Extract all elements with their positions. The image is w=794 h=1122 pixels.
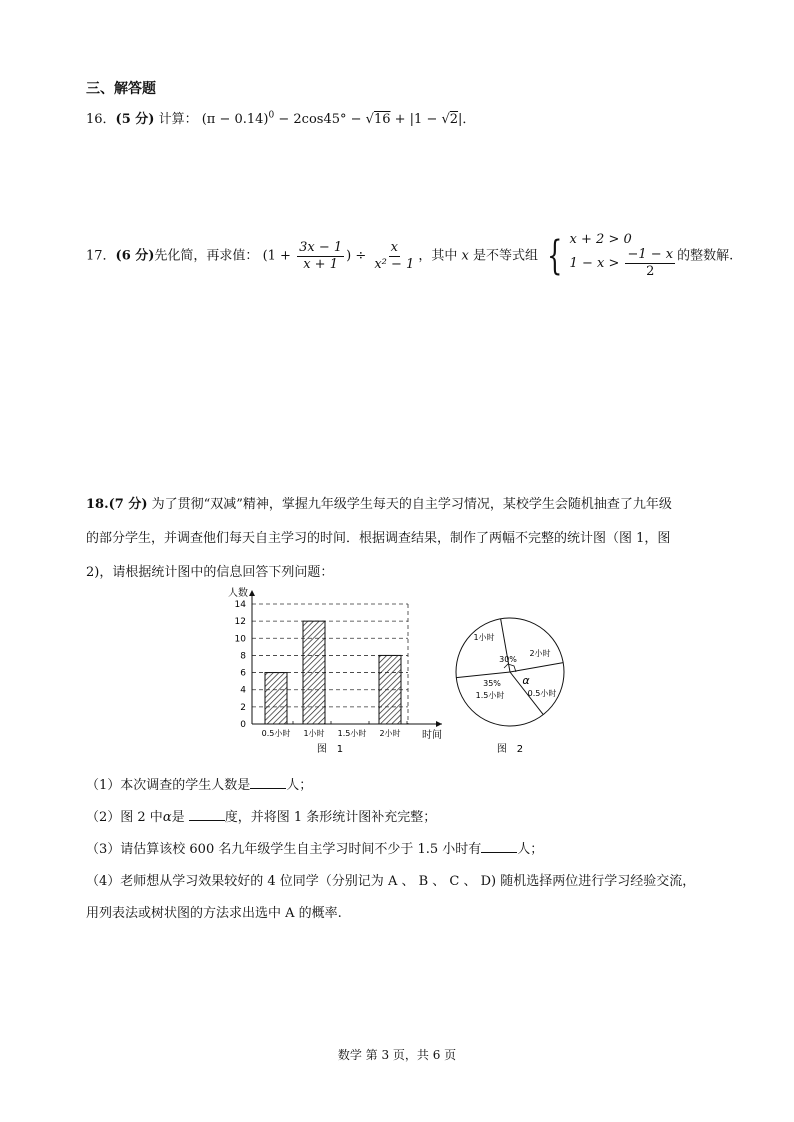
- pie-label: 2小时: [529, 649, 551, 658]
- sqrt-sign: √: [441, 112, 450, 127]
- pie-label: 0.5小时: [527, 689, 557, 698]
- pie-chart: [456, 618, 564, 755]
- q16-points: (5 分): [115, 112, 155, 127]
- pie-label: 35%: [483, 679, 501, 688]
- y-axis-label: 人数: [228, 588, 248, 599]
- y-tick-label: 12: [234, 617, 246, 628]
- question-17: [86, 232, 733, 280]
- pie-label: 1小时: [473, 633, 495, 642]
- statistics-figures: [220, 584, 580, 760]
- q16-sqrt-16: 16: [373, 112, 391, 127]
- question-18: [86, 488, 726, 590]
- q17-inequality-system: [542, 232, 677, 280]
- answer-blank[interactable]: [189, 808, 225, 821]
- q18-line-3: 2)，请根据统计图中的信息回答下列问题：: [86, 565, 334, 580]
- q17-prompt: 先化简，再求值：: [154, 248, 259, 264]
- x-tick-label: 1.5小时: [337, 729, 367, 738]
- pie-label: 1.5小时: [475, 691, 505, 700]
- q16-expr-1-sup: 0: [268, 110, 275, 121]
- pie-slice-boundary: [510, 663, 563, 672]
- section-title: 三、解答题: [86, 81, 156, 97]
- bar: [379, 655, 401, 724]
- q17-frac2-num: x: [390, 239, 398, 255]
- q18-line-2: 的部分学生，并调查他们每天自主学习的时间．根据调查结果，制作了两幅不完整的统计图（图 1，图: [86, 531, 671, 546]
- q17-frac2-den: x² − 1: [374, 256, 415, 272]
- q16-expr-2: − 2cos45° −: [274, 112, 366, 127]
- y-tick-label: 0: [240, 720, 246, 730]
- x-axis-label: 时间: [422, 730, 442, 741]
- q18-sub3-tail: 人；: [517, 842, 544, 857]
- q16-prompt: 计算：: [158, 112, 198, 127]
- y-tick-label: 4: [240, 685, 246, 696]
- q16-expr-4: |．: [458, 112, 476, 127]
- answer-blank[interactable]: [481, 840, 517, 853]
- pie-label: α: [522, 674, 530, 687]
- q17-fraction-1: [297, 240, 344, 273]
- bar: [265, 673, 287, 724]
- q18-number: 18.: [86, 497, 109, 512]
- q18-sub-3: [86, 838, 543, 857]
- q18-sub2-is: 是: [171, 810, 189, 825]
- q17-ineq-2-frac: [625, 247, 675, 280]
- q18-sub-4-line-2: 用列表法或树状图的方法求出选中 A 的概率.: [86, 906, 342, 921]
- pie-slice-boundary: [456, 672, 510, 678]
- y-tick-label: 6: [240, 668, 246, 679]
- q18-sub3-text: （3）请估算该校 600 名九年级学生自主学习时间不少于 1.5 小时有: [86, 842, 482, 857]
- q17-open: (1 +: [262, 248, 296, 264]
- pie-chart-title: 图 2: [496, 744, 524, 755]
- q18-sub-4-line-1: （4）老师想从学习效果较好的 4 位同学（分别记为 A 、 B 、 C 、 D) 随机选择两位进行学习经验交流，: [86, 874, 696, 889]
- x-tick-label: 0.5小时: [261, 729, 291, 738]
- q17-ineq-2-left: 1 − x >: [569, 256, 624, 271]
- answer-blank[interactable]: [250, 776, 286, 789]
- q17-ineq-1: x + 2 > 0: [569, 232, 632, 247]
- brace-icon: {: [547, 233, 563, 279]
- q17-ineq2-den: 2: [646, 264, 655, 279]
- q17-ineq2-num: −1 − x: [627, 247, 674, 262]
- x-tick-label: 1小时: [303, 729, 325, 738]
- y-tick-label: 2: [240, 702, 246, 713]
- y-tick-label: 10: [234, 634, 246, 645]
- q18-sub1-tail: 人；: [286, 778, 313, 793]
- y-tick-label: 8: [240, 651, 246, 662]
- q18-sub-2: [86, 806, 436, 825]
- q18-points: (7 分): [108, 497, 148, 512]
- q17-tail-1: ，其中: [418, 248, 462, 264]
- q16-sqrt-2: 2: [449, 112, 459, 127]
- q17-fraction-2: [372, 240, 416, 273]
- q17-frac1-num: 3x − 1: [299, 239, 343, 255]
- y-tick-label: 14: [234, 600, 246, 610]
- q16-number: 16．: [86, 112, 116, 127]
- q18-sub2-text: （2）图 2 中: [86, 810, 163, 825]
- pie-label: 30%: [499, 655, 517, 664]
- x-tick-label: 2小时: [379, 729, 401, 738]
- x-axis-arrow-icon: [436, 721, 442, 727]
- bar-chart-title: 图 1: [316, 744, 344, 755]
- q18-sub2-tail: 度，并将图 1 条形统计图补充完整；: [224, 810, 437, 825]
- q17-tail-2: 是不等式组: [468, 248, 538, 264]
- q18-sub1-text: （1）本次调查的学生人数是: [86, 778, 251, 793]
- question-16: [86, 108, 475, 127]
- q16-expr-3: + |1 −: [390, 112, 442, 127]
- q18-sub2-alpha: α: [162, 810, 172, 825]
- q18-sub-1: [86, 774, 312, 793]
- q18-line-1: 为了贯彻“双减”精神，掌握九年级学生每天的自主学习情况，某校学生会随机抽查了九年级: [147, 497, 672, 512]
- bar: [303, 621, 325, 724]
- q17-mid: ) ÷: [346, 248, 371, 264]
- q17-points: (6 分): [115, 248, 155, 264]
- q17-tail-3: 的整数解.: [677, 248, 734, 264]
- q17-frac1-den: x + 1: [303, 256, 338, 272]
- q16-expr-1: (π − 0.14): [201, 112, 269, 127]
- sqrt-sign: √: [365, 112, 374, 127]
- y-axis-arrow-icon: [249, 590, 255, 596]
- q17-number: 17．: [86, 248, 116, 264]
- bar-chart: [228, 586, 442, 755]
- q17-var-x: x: [461, 248, 469, 264]
- page-footer: 数学 第 3 页，共 6 页: [337, 1048, 457, 1062]
